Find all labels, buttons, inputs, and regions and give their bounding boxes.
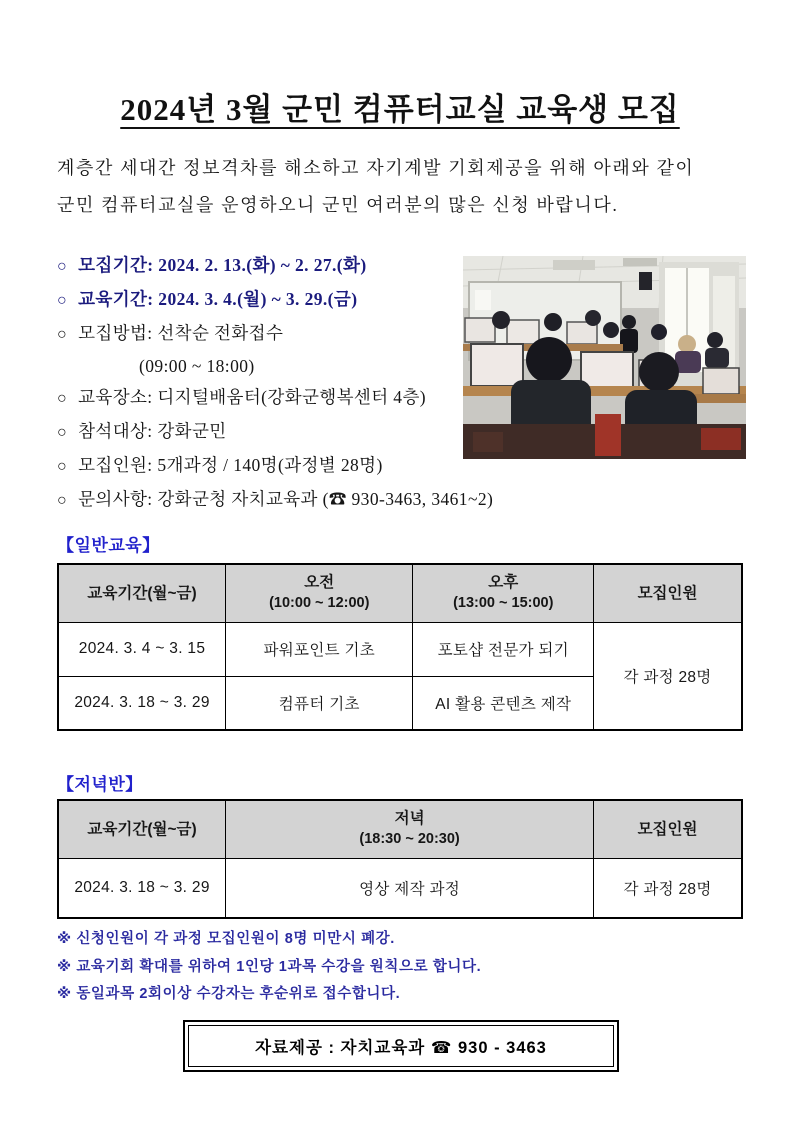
table-row xyxy=(58,622,742,676)
note-line: ※ 교육기회 확대를 위하여 1인당 1과목 수강을 원칙으로 합니다. xyxy=(57,958,482,975)
circle-bullet-icon: ○ xyxy=(57,292,68,309)
classroom-photo xyxy=(463,256,746,459)
header-cell-morning xyxy=(226,564,413,622)
section-title-evening: 【저녁반】 xyxy=(57,775,143,794)
section-title-general: 【일반교육】 xyxy=(57,536,160,555)
footer-credit-box xyxy=(183,1020,619,1072)
list-item-text: 모집인원: 5개과정 / 140명(과정별 28명) xyxy=(78,455,383,475)
cell-capacity: 각 과정 28명 xyxy=(594,858,742,918)
page-title-text: 2024년 3월 군민 컴퓨터교실 교육생 모집 xyxy=(120,92,680,127)
header-cell-capacity: 모집인원 xyxy=(594,800,742,858)
circle-bullet-icon: ○ xyxy=(57,326,68,343)
list-item-apply-hours: (09:00 ~ 18:00) xyxy=(139,356,255,376)
cell-period: 2024. 3. 4 ~ 3. 15 xyxy=(58,622,226,676)
header-cell-evening xyxy=(226,800,594,858)
general-education-table xyxy=(57,563,743,731)
header-afternoon-title: 오후 xyxy=(488,574,519,592)
cell-period: 2024. 3. 18 ~ 3. 29 xyxy=(58,676,226,730)
list-item-text: 모집기간: 2024. 2. 13.(화) ~ 2. 27.(화) xyxy=(78,255,367,275)
list-item-contact xyxy=(57,483,743,517)
cell-capacity: 각 과정 28명 xyxy=(594,622,742,730)
table-header-row xyxy=(58,564,742,622)
header-cell-period: 교육기간(월~금) xyxy=(58,800,226,858)
cell-morning-course: 컴퓨터 기초 xyxy=(226,676,413,730)
header-morning-title: 오전 xyxy=(304,574,335,592)
header-cell-afternoon xyxy=(413,564,594,622)
list-item-text: 교육기간: 2024. 3. 4.(월) ~ 3. 29.(금) xyxy=(78,289,358,309)
cell-course: 영상 제작 과정 xyxy=(226,858,594,918)
footnotes xyxy=(57,926,743,1009)
cell-afternoon-course: AI 활용 콘텐츠 제작 xyxy=(413,676,594,730)
list-item-text: 모집방법: 선착순 전화접수 xyxy=(78,323,284,343)
circle-bullet-icon: ○ xyxy=(57,458,68,475)
circle-bullet-icon: ○ xyxy=(57,424,68,441)
note-line: ※ 동일과목 2회이상 수강자는 후순위로 접수합니다. xyxy=(57,986,401,1002)
header-afternoon-time: (13:00 ~ 15:00) xyxy=(453,595,554,612)
table-row xyxy=(58,858,742,918)
header-evening-title: 저녁 xyxy=(394,810,425,828)
circle-bullet-icon: ○ xyxy=(57,258,68,275)
page-title xyxy=(57,84,743,129)
header-morning-time: (10:00 ~ 12:00) xyxy=(269,595,370,612)
header-evening-time: (18:30 ~ 20:30) xyxy=(359,831,460,848)
header-cell-capacity: 모집인원 xyxy=(594,564,742,622)
footer-credit-text: 자료제공 : 자치교육과 ☎ 930 - 3463 xyxy=(188,1025,614,1067)
list-item-text: 문의사항: 강화군청 자치교육과 (☎ 930-3463, 3461~2) xyxy=(78,489,494,509)
evening-class-table xyxy=(57,799,743,919)
note-line: ※ 신청인원이 각 과정 모집인원이 8명 미만시 폐강. xyxy=(57,931,395,947)
intro-line: 계층간 세대간 정보격차를 해소하고 자기계발 기회제공을 위해 아래와 같이 xyxy=(57,158,695,178)
classroom-photo-graphic xyxy=(463,256,746,459)
circle-bullet-icon: ○ xyxy=(57,492,68,509)
cell-morning-course: 파워포인트 기초 xyxy=(226,622,413,676)
intro-paragraph xyxy=(57,150,743,224)
header-cell-period: 교육기간(월~금) xyxy=(58,564,226,622)
list-item-text: 교육장소: 디지털배움터(강화군행복센터 4층) xyxy=(78,387,426,407)
list-item-text: 참석대상: 강화군민 xyxy=(78,421,227,441)
table-header-row xyxy=(58,800,742,858)
cell-period: 2024. 3. 18 ~ 3. 29 xyxy=(58,858,226,918)
circle-bullet-icon: ○ xyxy=(57,390,68,407)
intro-line: 군민 컴퓨터교실을 운영하오니 군민 여러분의 많은 신청 바랍니다. xyxy=(57,195,619,215)
cell-afternoon-course: 포토샵 전문가 되기 xyxy=(413,622,594,676)
